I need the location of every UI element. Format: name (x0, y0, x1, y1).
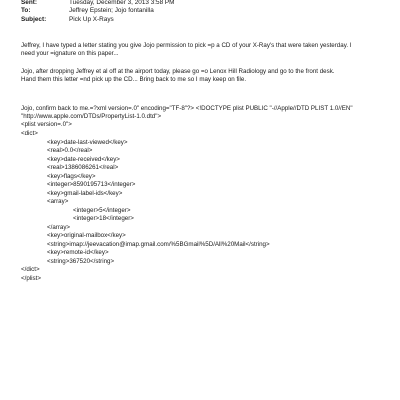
plist-line: <array> (47, 198, 69, 205)
body-paragraph-1 (21, 42, 391, 59)
plist-line: <plist version=.0"> (21, 121, 72, 128)
plist-line: <key>original-mailbox</key> (47, 232, 126, 239)
plist-line: <key>gmail-label-ids</key> (47, 190, 123, 197)
plist-line: <string>imap://jeevacation@imap.gmail.com/%5BGmail%5D/All%20Mail</string> (47, 241, 270, 248)
plist-line: <integer>18</integer> (73, 215, 134, 222)
body-line: Jojo, after dropping Jeffrey et al off at the airport today, please go =o Lenox Hill Radiology and go to the front desk. (21, 68, 335, 75)
to-value: Jeffrey Epstein; Jojo fontanilla (69, 7, 154, 14)
body-paragraph-2 (21, 68, 391, 85)
body-line: need your =ignature on this paper... (21, 50, 119, 58)
plist-line: <string>367520</string> (47, 258, 115, 265)
plist-line: </dict> (21, 266, 40, 273)
subject-value: Pick Up X-Rays (69, 16, 114, 23)
plist-line: </array> (47, 224, 71, 231)
plist-line: <real>0.0</real> (47, 147, 93, 154)
body-line: Jojo, confirm back to me.=?xml version=.0" encoding="TF-8"?> <!DOCTYPE plist PUBLIC "-//Apple//DTD PLIST 1.0//EN" (21, 105, 353, 112)
body-line: Jeffrey, I have typed a letter stating you give Jojo permission to pick =p a CD of your X-Ray's that were taken yesterday. I (21, 42, 352, 49)
plist-line: <key>remote-id</key> (47, 249, 109, 256)
plist-line: <dict> (21, 130, 38, 137)
plist-line: <key>date-received</key> (47, 156, 120, 163)
plist-line: <key>date-last-viewed</key> (47, 139, 128, 146)
plist-line: <integer>8590195713</integer> (47, 181, 136, 188)
plist-line: </plist> (21, 275, 41, 282)
plist-line: <real>1386086261</real> (47, 164, 119, 171)
plist-line: <integer>5</integer> (73, 207, 131, 214)
body-line: Hand them this letter =nd pick up the CD... Bring back to me so I may keep on file. (21, 76, 247, 84)
body-line: "http://www.apple.com/DTDs/PropertyList-1.0.dtd"> (21, 113, 162, 120)
sent-value: Tuesday, December 3, 2013 3:58 PM (69, 0, 175, 6)
to-label: To: (21, 7, 31, 14)
plist-line: <key>flags</key> (47, 173, 96, 180)
sent-label: Sent: (21, 0, 37, 6)
subject-label: Subject: (21, 16, 47, 23)
